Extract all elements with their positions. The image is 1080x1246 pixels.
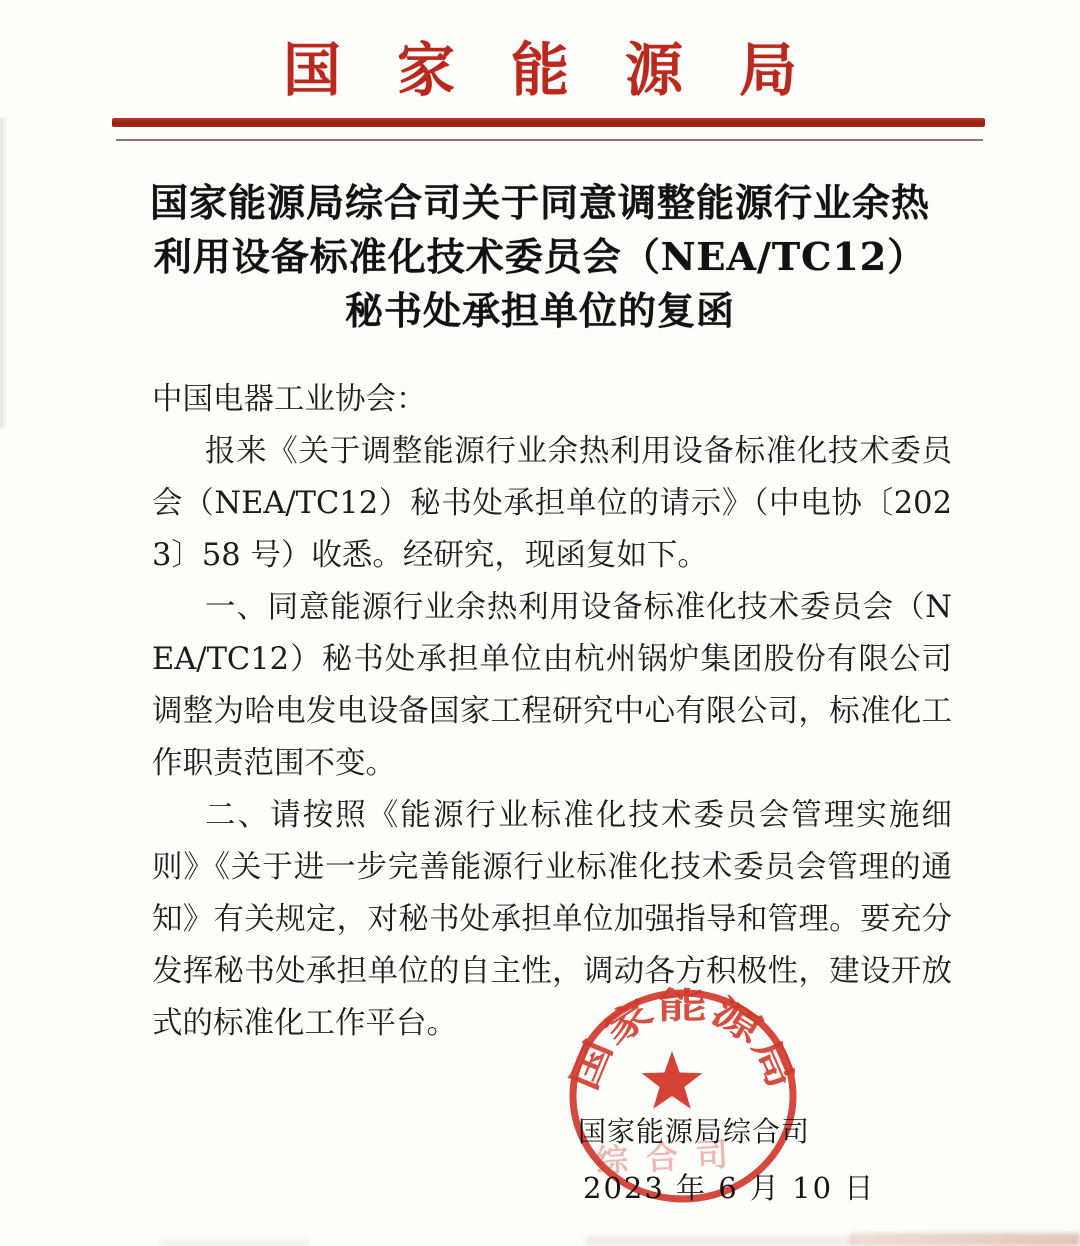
- header-rule-thin: [116, 139, 983, 141]
- title-line-3: 秘书处承担单位的复函: [344, 288, 735, 333]
- signer-name: 国家能源局综合司: [578, 1115, 811, 1148]
- salutation: 中国电器工业协会：: [152, 382, 427, 417]
- paragraph-reference: 报来《关于调整能源行业余热利用设备标准化技术委员会（NEA/TC12）秘书处承担单位的请示》（中电协〔2023〕58 号）收悉。经研究，现函复如下。: [152, 434, 952, 573]
- title-line-1: 国家能源局综合司关于同意调整能源行业余热: [149, 180, 930, 225]
- document-title: [60, 176, 1020, 338]
- header-rule-thick: [112, 118, 985, 127]
- seal-arc-text: 国家能源局: [562, 984, 798, 1097]
- star-icon: [642, 1051, 703, 1109]
- official-seal: [558, 982, 802, 1210]
- document-date: 2023 年 6 月 10 日: [583, 1171, 876, 1205]
- bottom-smudge-center: [585, 1236, 855, 1246]
- paragraph-item-1: 一、同意能源行业余热利用设备标准化技术委员会（NEA/TC12）秘书处承担单位由杭州锅炉集团股份有限公司调整为哈电发电设备国家工程研究中心有限公司，标准化工作职责范围不变。: [152, 590, 952, 781]
- bottom-smudge-right: [850, 1233, 1080, 1246]
- document-body: [152, 374, 952, 1050]
- title-line-2: 利用设备标准化技术委员会（NEA/TC12）: [153, 234, 927, 279]
- paragraph-item-2: 二、请按照《能源行业标准化技术委员会管理实施细则》《关于进一步完善能源行业标准化技术委员会管理的通知》有关规定，对秘书处承担单位加强指导和管理。要充分发挥秘书处承担单位的自主性，调动各方积极性，建设开放式的标准化工作平台。: [152, 798, 952, 1041]
- seal-horizontal-text: 综合司: [595, 1134, 747, 1181]
- page-edge-shadow: [0, 118, 7, 428]
- agency-header: [0, 36, 1080, 119]
- agency-name: 国家能源局: [282, 36, 853, 104]
- bottom-smudge-left: [160, 1240, 310, 1246]
